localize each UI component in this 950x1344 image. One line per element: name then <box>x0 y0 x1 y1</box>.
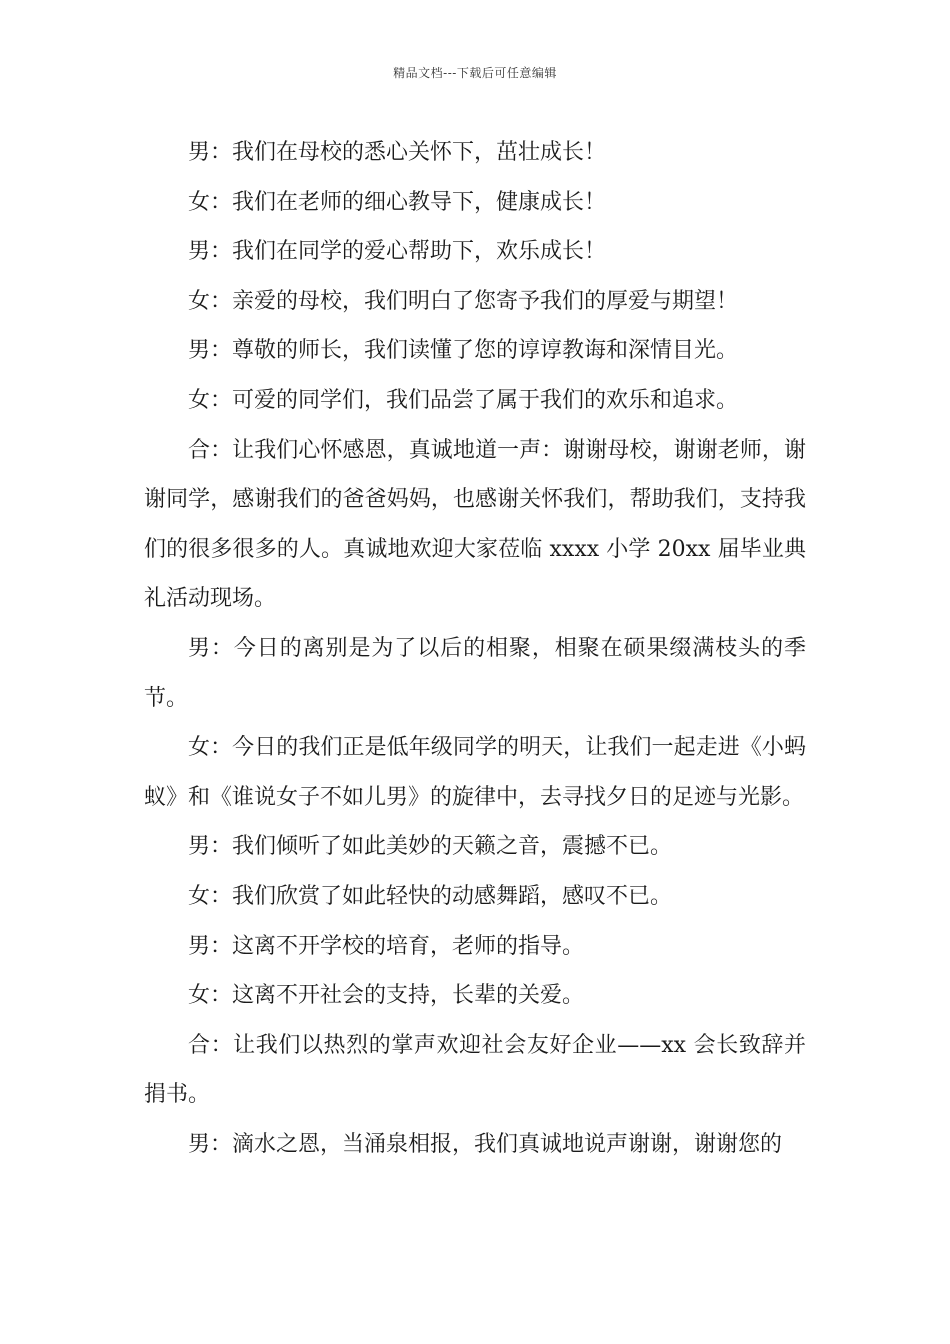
document-body <box>144 128 806 1169</box>
paragraph: 女：这离不开社会的支持，长辈的关爱。 <box>188 983 585 1009</box>
paragraph: 合：让我们以热烈的掌声欢迎社会友好企业——xx 会长致辞并捐书。 <box>144 1032 806 1108</box>
paragraph: 男：这离不开学校的培育，老师的指导。 <box>188 933 585 959</box>
paragraph: 男：我们倾听了如此美妙的天籁之音，震撼不已。 <box>188 834 673 860</box>
paragraph: 女：我们在老师的细心教导下，健康成长！ <box>188 189 607 215</box>
page-header: 精品文档---下载后可任意编辑 <box>393 66 557 80</box>
paragraph: 男：尊敬的师长，我们读懂了您的谆谆教诲和深情目光。 <box>188 338 739 364</box>
paragraph: 男：今日的离别是为了以后的相聚，相聚在硕果缀满枝头的季节。 <box>144 635 806 711</box>
paragraph: 女：今日的我们正是低年级同学的明天，让我们一起走进《小蚂蚁》和《谁说女子不如儿男》的旋律中，去寻找夕日的足迹与光影。 <box>144 735 806 810</box>
paragraph: 男：滴水之恩，当涌泉相报，我们真诚地说声谢谢，谢谢您的 <box>188 1131 783 1157</box>
paragraph: 男：我们在同学的爱心帮助下，欢乐成长！ <box>188 239 607 265</box>
paragraph: 女：可爱的同学们，我们品尝了属于我们的欢乐和追求。 <box>188 387 739 413</box>
paragraph: 女：我们欣赏了如此轻快的动感舞蹈，感叹不已。 <box>188 883 673 909</box>
paragraph: 男：我们在母校的悉心关怀下，茁壮成长！ <box>188 140 607 165</box>
paragraph: 女：亲爱的母校，我们明白了您寄予我们的厚爱与期望！ <box>188 288 739 314</box>
paragraph: 合：让我们心怀感恩，真诚地道一声：谢谢母校，谢谢老师，谢谢同学，感谢我们的爸爸妈妈，也感谢关怀我们，帮助我们，支持我们的很多很多的人。真诚地欢迎大家莅临 xxxx 小学 20xx 届毕业典礼活动现场。 <box>144 437 806 612</box>
